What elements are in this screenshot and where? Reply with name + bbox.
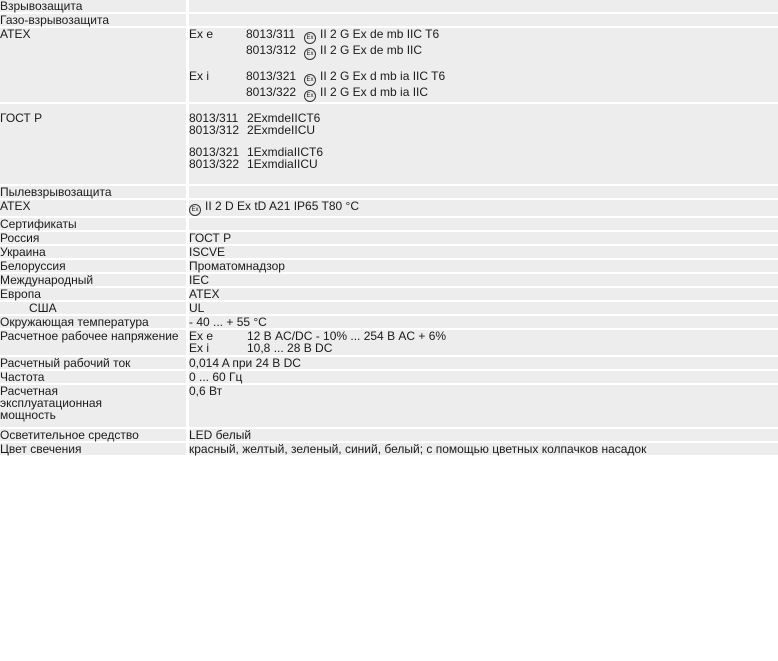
row-label-gas-protection: Газо-взрывозащита [0, 13, 188, 27]
table-row [0, 245, 778, 259]
table-row [0, 231, 778, 245]
row-label-color: Цвет свечения [0, 442, 188, 456]
ex-mark-icon: Ex [304, 48, 316, 60]
marking: 2ExmdeIICU [247, 123, 316, 137]
table-row [0, 0, 778, 13]
dust-atex-value: Ex II 2 D Ex tD A21 IP65 T80 °C [188, 199, 778, 217]
model-number: 8013/311 [189, 111, 239, 125]
table-row [0, 13, 778, 27]
row-value-empty [188, 13, 778, 27]
table-row [0, 356, 778, 370]
model-number: 8013/312 [189, 123, 240, 137]
row-label-ukraine: Украина [0, 245, 188, 259]
marking: 2ExmdeIICT6 [247, 111, 321, 125]
row-label-usa: США [0, 301, 188, 315]
ex-mark-icon: Ex [304, 74, 316, 86]
row-value-empty [188, 185, 778, 199]
model-number: 8013/311 [246, 27, 296, 41]
row-label-rated-voltage: Расчетное рабочее напряжение [0, 329, 188, 356]
ex-mark-icon: Ex [189, 204, 201, 216]
model-number: 8013/321 [189, 145, 240, 159]
row-label-gost: ГОСТ Р [0, 103, 188, 185]
row-label-ambient-temperature: Окружающая температура [0, 315, 188, 329]
row-label-belarus: Белоруссия [0, 259, 188, 273]
row-label-dust-protection: Пылевзрывозащита [0, 185, 188, 199]
row-label-lighting: Осветительное средство [0, 428, 188, 442]
row-label-explosion-protection: Взрывозащита [0, 0, 188, 13]
marking: Ex II 2 G Ex de mb IIC [304, 44, 778, 60]
table-row [0, 27, 778, 103]
marking: Ex II 2 G Ex de mb IIC T6 [304, 28, 778, 44]
marking: Ex II 2 G Ex d mb ia IIC [304, 86, 778, 102]
row-value-rated-current: 0,014 A при 24 В DC [188, 356, 778, 370]
row-value-lighting: LED белый [188, 428, 778, 442]
row-value-usa: UL [188, 301, 778, 315]
row-value-international: IEC [188, 273, 778, 287]
ex-type: Ex i [189, 69, 210, 83]
row-label-atex: ATEX [0, 27, 188, 103]
row-label-international: Международный [0, 273, 188, 287]
row-label-dust-atex: ATEX [0, 199, 188, 217]
marking: 1ExmdiaIICU [247, 157, 318, 171]
table-row [0, 287, 778, 301]
table-row [0, 442, 778, 456]
row-label-europe: Европа [0, 287, 188, 301]
row-value-color: красный, желтый, зеленый, синий, белый; с помощью цветных колпачков насадок [188, 442, 778, 456]
ex-type: Ex i [189, 341, 210, 355]
row-value-ukraine: ISCVE [188, 245, 778, 259]
ex-mark-icon: Ex [304, 32, 316, 44]
row-label-russia: Россия [0, 231, 188, 245]
table-row [0, 301, 778, 315]
row-label-certificates: Сертификаты [0, 217, 188, 231]
marking: 1ExmdiaIICT6 [247, 145, 324, 159]
table-row [0, 384, 778, 428]
table-row [0, 370, 778, 384]
atex-values [188, 27, 778, 103]
voltage-range: 10,8 ... 28 В DC [247, 341, 333, 355]
gost-values [188, 103, 778, 185]
table-row [0, 259, 778, 273]
table-row [0, 217, 778, 231]
row-value-russia: ГОСТ Р [188, 231, 778, 245]
row-label-rated-current: Расчетный рабочий ток [0, 356, 188, 370]
row-value-frequency: 0 ... 60 Гц [188, 370, 778, 384]
row-value-empty [188, 217, 778, 231]
row-label-frequency: Частота [0, 370, 188, 384]
model-number: 8013/312 [246, 43, 297, 57]
marking: Ex II 2 G Ex d mb ia IIC T6 [304, 70, 778, 86]
table-row [0, 315, 778, 329]
table-row [0, 329, 778, 356]
rated-voltage-values [188, 329, 778, 356]
row-value-belarus: Проматомнадзор [188, 259, 778, 273]
ex-mark-icon: Ex [304, 90, 316, 102]
model-number: 8013/322 [189, 157, 240, 171]
model-number: 8013/322 [246, 85, 297, 99]
ex-type: Ex e [189, 329, 214, 343]
row-value-empty [188, 0, 778, 13]
row-value-europe: ATEX [188, 287, 778, 301]
table-row [0, 199, 778, 217]
table-row [0, 103, 778, 185]
table-row [0, 185, 778, 199]
table-row [0, 428, 778, 442]
ex-type: Ex e [189, 27, 214, 41]
row-label-rated-power: Расчетная эксплуатационная мощность [0, 384, 188, 428]
model-number: 8013/321 [246, 69, 297, 83]
row-value-ambient-temperature: - 40 ... + 55 °C [188, 315, 778, 329]
voltage-range: 12 В AC/DC - 10% ... 254 В AC + 6% [247, 329, 447, 343]
table-row [0, 273, 778, 287]
row-value-rated-power: 0,6 Вт [188, 384, 778, 428]
